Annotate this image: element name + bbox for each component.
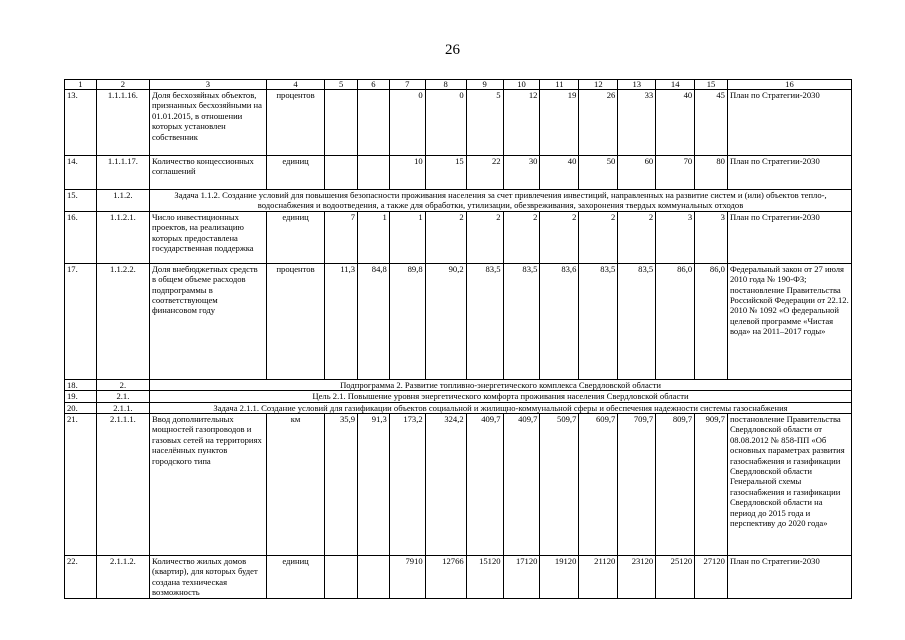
year-value-cell: 809,7	[656, 414, 695, 556]
column-number: 16	[727, 80, 851, 90]
year-value-cell	[325, 156, 358, 190]
year-value-cell: 21120	[579, 556, 618, 599]
year-value-cell: 86,0	[695, 263, 728, 379]
year-value-cell: 83,5	[466, 263, 503, 379]
column-number: 11	[540, 80, 579, 90]
year-value-cell: 40	[540, 156, 579, 190]
year-value-cell: 2	[425, 211, 466, 263]
year-value-cell: 91,3	[358, 414, 390, 556]
indicator-name-cell: Число инвестиционных проектов, на реализацию которых предоставлена государственная поддержка	[150, 211, 267, 263]
column-number: 12	[579, 80, 618, 90]
column-number: 6	[358, 80, 390, 90]
column-number: 10	[503, 80, 540, 90]
row-number-cell: 20.	[65, 402, 97, 413]
column-number: 7	[389, 80, 425, 90]
year-value-cell	[358, 556, 390, 599]
indicator-code-cell: 1.1.2.	[96, 190, 149, 212]
year-value-cell: 22	[466, 156, 503, 190]
unit-cell: км	[266, 414, 324, 556]
table-row	[65, 156, 852, 190]
row-number-cell: 14.	[65, 156, 97, 190]
section-title-cell: Задача 1.1.2. Создание условий для повышения безопасности проживания населения за счет привлечения инвестиций, направленных на развитие систем и (или) объектов тепло-, водоснабжения и водоотведения, а также для обработки, утилизации, обезвреживания, захоронения твердых коммунальных отходов	[150, 190, 852, 212]
year-value-cell	[325, 556, 358, 599]
source-cell: План по Стратегии-2030	[727, 211, 851, 263]
table-row	[65, 263, 852, 379]
year-value-cell: 2	[466, 211, 503, 263]
indicator-code-cell: 2.1.	[96, 391, 149, 402]
row-number-cell: 17.	[65, 263, 97, 379]
column-number: 2	[96, 80, 149, 90]
year-value-cell: 12	[503, 90, 540, 156]
section-row	[65, 379, 852, 390]
year-value-cell: 80	[695, 156, 728, 190]
year-value-cell: 89,8	[389, 263, 425, 379]
source-cell: План по Стратегии-2030	[727, 556, 851, 599]
source-cell: План по Стратегии-2030	[727, 156, 851, 190]
indicator-code-cell: 2.	[96, 379, 149, 390]
indicator-code-cell: 2.1.1.1.	[96, 414, 149, 556]
year-value-cell: 5	[466, 90, 503, 156]
year-value-cell: 11,3	[325, 263, 358, 379]
year-value-cell: 0	[425, 90, 466, 156]
year-value-cell: 70	[656, 156, 695, 190]
year-value-cell: 50	[579, 156, 618, 190]
indicator-name-cell: Ввод дополнительных мощностей газопроводов и газовых сетей на территориях населённых пунктов городского типа	[150, 414, 267, 556]
column-number: 14	[656, 80, 695, 90]
year-value-cell: 23120	[618, 556, 656, 599]
year-value-cell: 409,7	[466, 414, 503, 556]
year-value-cell: 90,2	[425, 263, 466, 379]
year-value-cell: 173,2	[389, 414, 425, 556]
column-number: 9	[466, 80, 503, 90]
unit-cell: единиц	[266, 211, 324, 263]
year-value-cell: 409,7	[503, 414, 540, 556]
table-row	[65, 90, 852, 156]
year-value-cell: 17120	[503, 556, 540, 599]
year-value-cell: 83,5	[503, 263, 540, 379]
row-number-cell: 16.	[65, 211, 97, 263]
indicator-name-cell: Количество жилых домов (квартир), для которых будет создана техническая возможность	[150, 556, 267, 599]
year-value-cell: 60	[618, 156, 656, 190]
year-value-cell: 7910	[389, 556, 425, 599]
column-number: 15	[695, 80, 728, 90]
year-value-cell: 0	[389, 90, 425, 156]
year-value-cell: 3	[695, 211, 728, 263]
year-value-cell: 15	[425, 156, 466, 190]
table-row	[65, 211, 852, 263]
year-value-cell: 12766	[425, 556, 466, 599]
year-value-cell: 83,6	[540, 263, 579, 379]
year-value-cell: 45	[695, 90, 728, 156]
column-number: 1	[65, 80, 97, 90]
year-value-cell	[358, 90, 390, 156]
unit-cell: процентов	[266, 263, 324, 379]
section-title-cell: Цель 2.1. Повышение уровня энергетического комфорта проживания населения Свердловской области	[150, 391, 852, 402]
year-value-cell: 19	[540, 90, 579, 156]
unit-cell: единиц	[266, 156, 324, 190]
year-value-cell: 1	[389, 211, 425, 263]
page-number: 26	[445, 42, 460, 58]
year-value-cell: 25120	[656, 556, 695, 599]
row-number-cell: 18.	[65, 379, 97, 390]
column-number: 8	[425, 80, 466, 90]
indicator-name-cell: Количество концессионных соглашений	[150, 156, 267, 190]
year-value-cell: 909,7	[695, 414, 728, 556]
year-value-cell: 2	[503, 211, 540, 263]
row-number-cell: 13.	[65, 90, 97, 156]
indicator-code-cell: 1.1.2.2.	[96, 263, 149, 379]
year-value-cell: 84,8	[358, 263, 390, 379]
column-number: 3	[150, 80, 267, 90]
year-value-cell: 30	[503, 156, 540, 190]
year-value-cell: 2	[540, 211, 579, 263]
unit-cell: процентов	[266, 90, 324, 156]
row-number-cell: 22.	[65, 556, 97, 599]
year-value-cell	[325, 90, 358, 156]
year-value-cell: 15120	[466, 556, 503, 599]
indicator-name-cell: Доля внебюджетных средств в общем объеме расходов подпрограммы в соответствующем финансовом году	[150, 263, 267, 379]
year-value-cell: 1	[358, 211, 390, 263]
section-row	[65, 190, 852, 212]
column-number: 5	[325, 80, 358, 90]
year-value-cell: 2	[618, 211, 656, 263]
section-title-cell: Задача 2.1.1. Создание условий для газификации объектов социальной и жилищно-коммунальной сферы и обеспечения надежности системы газоснабжения	[150, 402, 852, 413]
year-value-cell: 709,7	[618, 414, 656, 556]
year-value-cell: 7	[325, 211, 358, 263]
section-row	[65, 391, 852, 402]
row-number-cell: 21.	[65, 414, 97, 556]
year-value-cell: 10	[389, 156, 425, 190]
indicator-code-cell: 1.1.1.17.	[96, 156, 149, 190]
year-value-cell: 27120	[695, 556, 728, 599]
indicator-code-cell: 1.1.1.16.	[96, 90, 149, 156]
year-value-cell: 3	[656, 211, 695, 263]
indicator-code-cell: 2.1.1.	[96, 402, 149, 413]
year-value-cell: 40	[656, 90, 695, 156]
indicator-code-cell: 2.1.1.2.	[96, 556, 149, 599]
column-number: 13	[618, 80, 656, 90]
unit-cell: единиц	[266, 556, 324, 599]
section-title-cell: Подпрограмма 2. Развитие топливно-энергетического комплекса Свердловской области	[150, 379, 852, 390]
year-value-cell: 2	[579, 211, 618, 263]
year-value-cell: 83,5	[579, 263, 618, 379]
table-row	[65, 556, 852, 599]
year-value-cell: 26	[579, 90, 618, 156]
year-value-cell: 33	[618, 90, 656, 156]
year-value-cell	[358, 156, 390, 190]
year-value-cell: 35,9	[325, 414, 358, 556]
source-cell: постановление Правительства Свердловской области от 08.08.2012 № 858-ПП «Об основных параметрах развития газоснабжения и газификации Свердловской области Генеральной схемы газоснабжения и газификации Свердловской области на период до 2015 года и перспективу до 2020 года»	[727, 414, 851, 556]
column-number: 4	[266, 80, 324, 90]
row-number-cell: 19.	[65, 391, 97, 402]
year-value-cell: 83,5	[618, 263, 656, 379]
year-value-cell: 19120	[540, 556, 579, 599]
column-number-row	[65, 80, 852, 90]
row-number-cell: 15.	[65, 190, 97, 212]
source-cell: Федеральный закон от 27 июля 2010 года № 190-ФЗ; постановление Правительства Российской Федерации от 22.12. 2010 № 1092 «О федеральной целевой программе «Чистая вода» на 2011–2017 годы»	[727, 263, 851, 379]
year-value-cell: 609,7	[579, 414, 618, 556]
table-row	[65, 414, 852, 556]
year-value-cell: 509,7	[540, 414, 579, 556]
year-value-cell: 86,0	[656, 263, 695, 379]
year-value-cell: 324,2	[425, 414, 466, 556]
section-row	[65, 402, 852, 413]
indicator-name-cell: Доля бесхозяйных объектов, признанных бесхозяйными на 01.01.2015, в отношении которых установлен собственник	[150, 90, 267, 156]
indicator-table	[64, 79, 852, 599]
source-cell: План по Стратегии-2030	[727, 90, 851, 156]
indicator-code-cell: 1.1.2.1.	[96, 211, 149, 263]
